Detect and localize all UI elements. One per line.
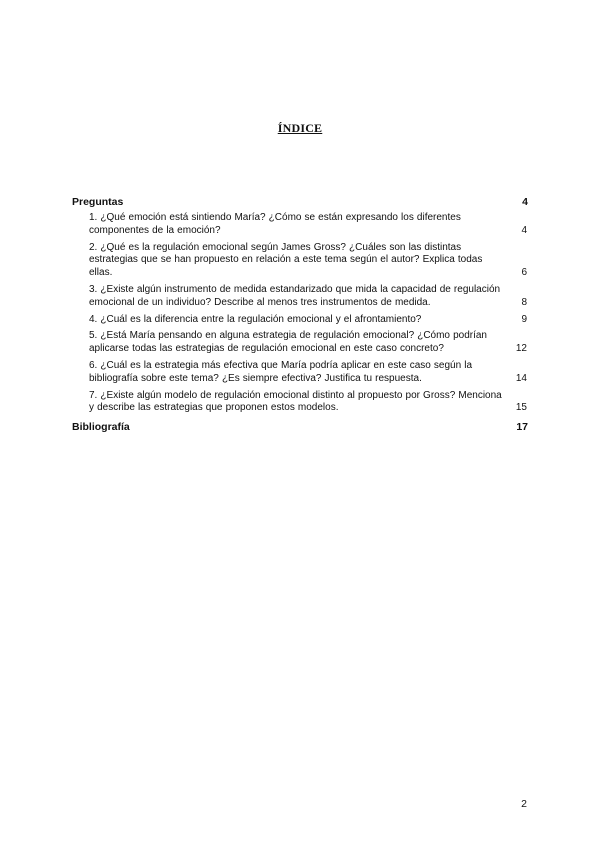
toc-section-label: Preguntas — [72, 196, 124, 208]
toc-item-page: 15 — [515, 402, 527, 414]
toc-section-bibliografia[interactable] — [72, 421, 528, 434]
toc-item-5[interactable] — [89, 330, 528, 356]
page-title: ÍNDICE — [277, 121, 323, 135]
toc-section-page: 17 — [516, 421, 528, 434]
toc-item-label: 5. ¿Está María pensando en alguna estrategia de regulación emocional? ¿Cómo podrían aplicarse todas las estrategias de regulación emocional en este caso concreto? — [89, 330, 487, 355]
toc-item-2[interactable] — [89, 242, 528, 280]
toc-item-page: 6 — [521, 267, 527, 279]
toc-item-page: 8 — [521, 296, 527, 308]
toc-item-6[interactable] — [89, 360, 528, 386]
toc-section-page: 4 — [522, 196, 528, 208]
table-of-contents — [72, 196, 528, 434]
toc-section-label: Bibliografía — [72, 421, 130, 434]
toc-section-preguntas[interactable] — [72, 196, 528, 209]
toc-item-7[interactable] — [89, 390, 528, 416]
toc-item-4[interactable] — [89, 314, 528, 327]
toc-item-label: 6. ¿Cuál es la estrategia más efectiva que María podría aplicar en este caso según la bibliografía sobre este tema? ¿Es siempre efectiva? Justifica tu respuesta. — [89, 359, 473, 384]
toc-item-label: 3. ¿Existe algún instrumento de medida estandarizado que mida la capacidad de regulación emocional de un individuo? Describe al menos tres instrumentos de medida. — [89, 283, 501, 308]
toc-item-label: 2. ¿Qué es la regulación emocional según James Gross? ¿Cuáles son las distintas estrategias que se han propuesto en relación a este tema según el autor? Explica todas ellas. — [89, 241, 483, 279]
toc-item-3[interactable] — [89, 284, 528, 310]
toc-item-page: 14 — [515, 372, 527, 384]
page-number: 2 — [521, 798, 527, 810]
toc-item-label: 7. ¿Existe algún modelo de regulación emocional distinto al propuesto por Gross? Menciona y describe las estrategias que proponen estos modelos. — [89, 389, 502, 414]
toc-item-label: 4. ¿Cuál es la diferencia entre la regulación emocional y el afrontamiento? — [89, 313, 422, 325]
toc-item-list — [72, 212, 528, 415]
toc-item-page: 4 — [521, 224, 527, 236]
toc-item-label: 1. ¿Qué emoción está sintiendo María? ¿Cómo se están expresando los diferentes componentes de la emoción? — [89, 212, 461, 236]
toc-item-page: 9 — [521, 313, 527, 325]
toc-item-1[interactable] — [89, 212, 528, 238]
toc-item-page: 12 — [515, 343, 527, 355]
